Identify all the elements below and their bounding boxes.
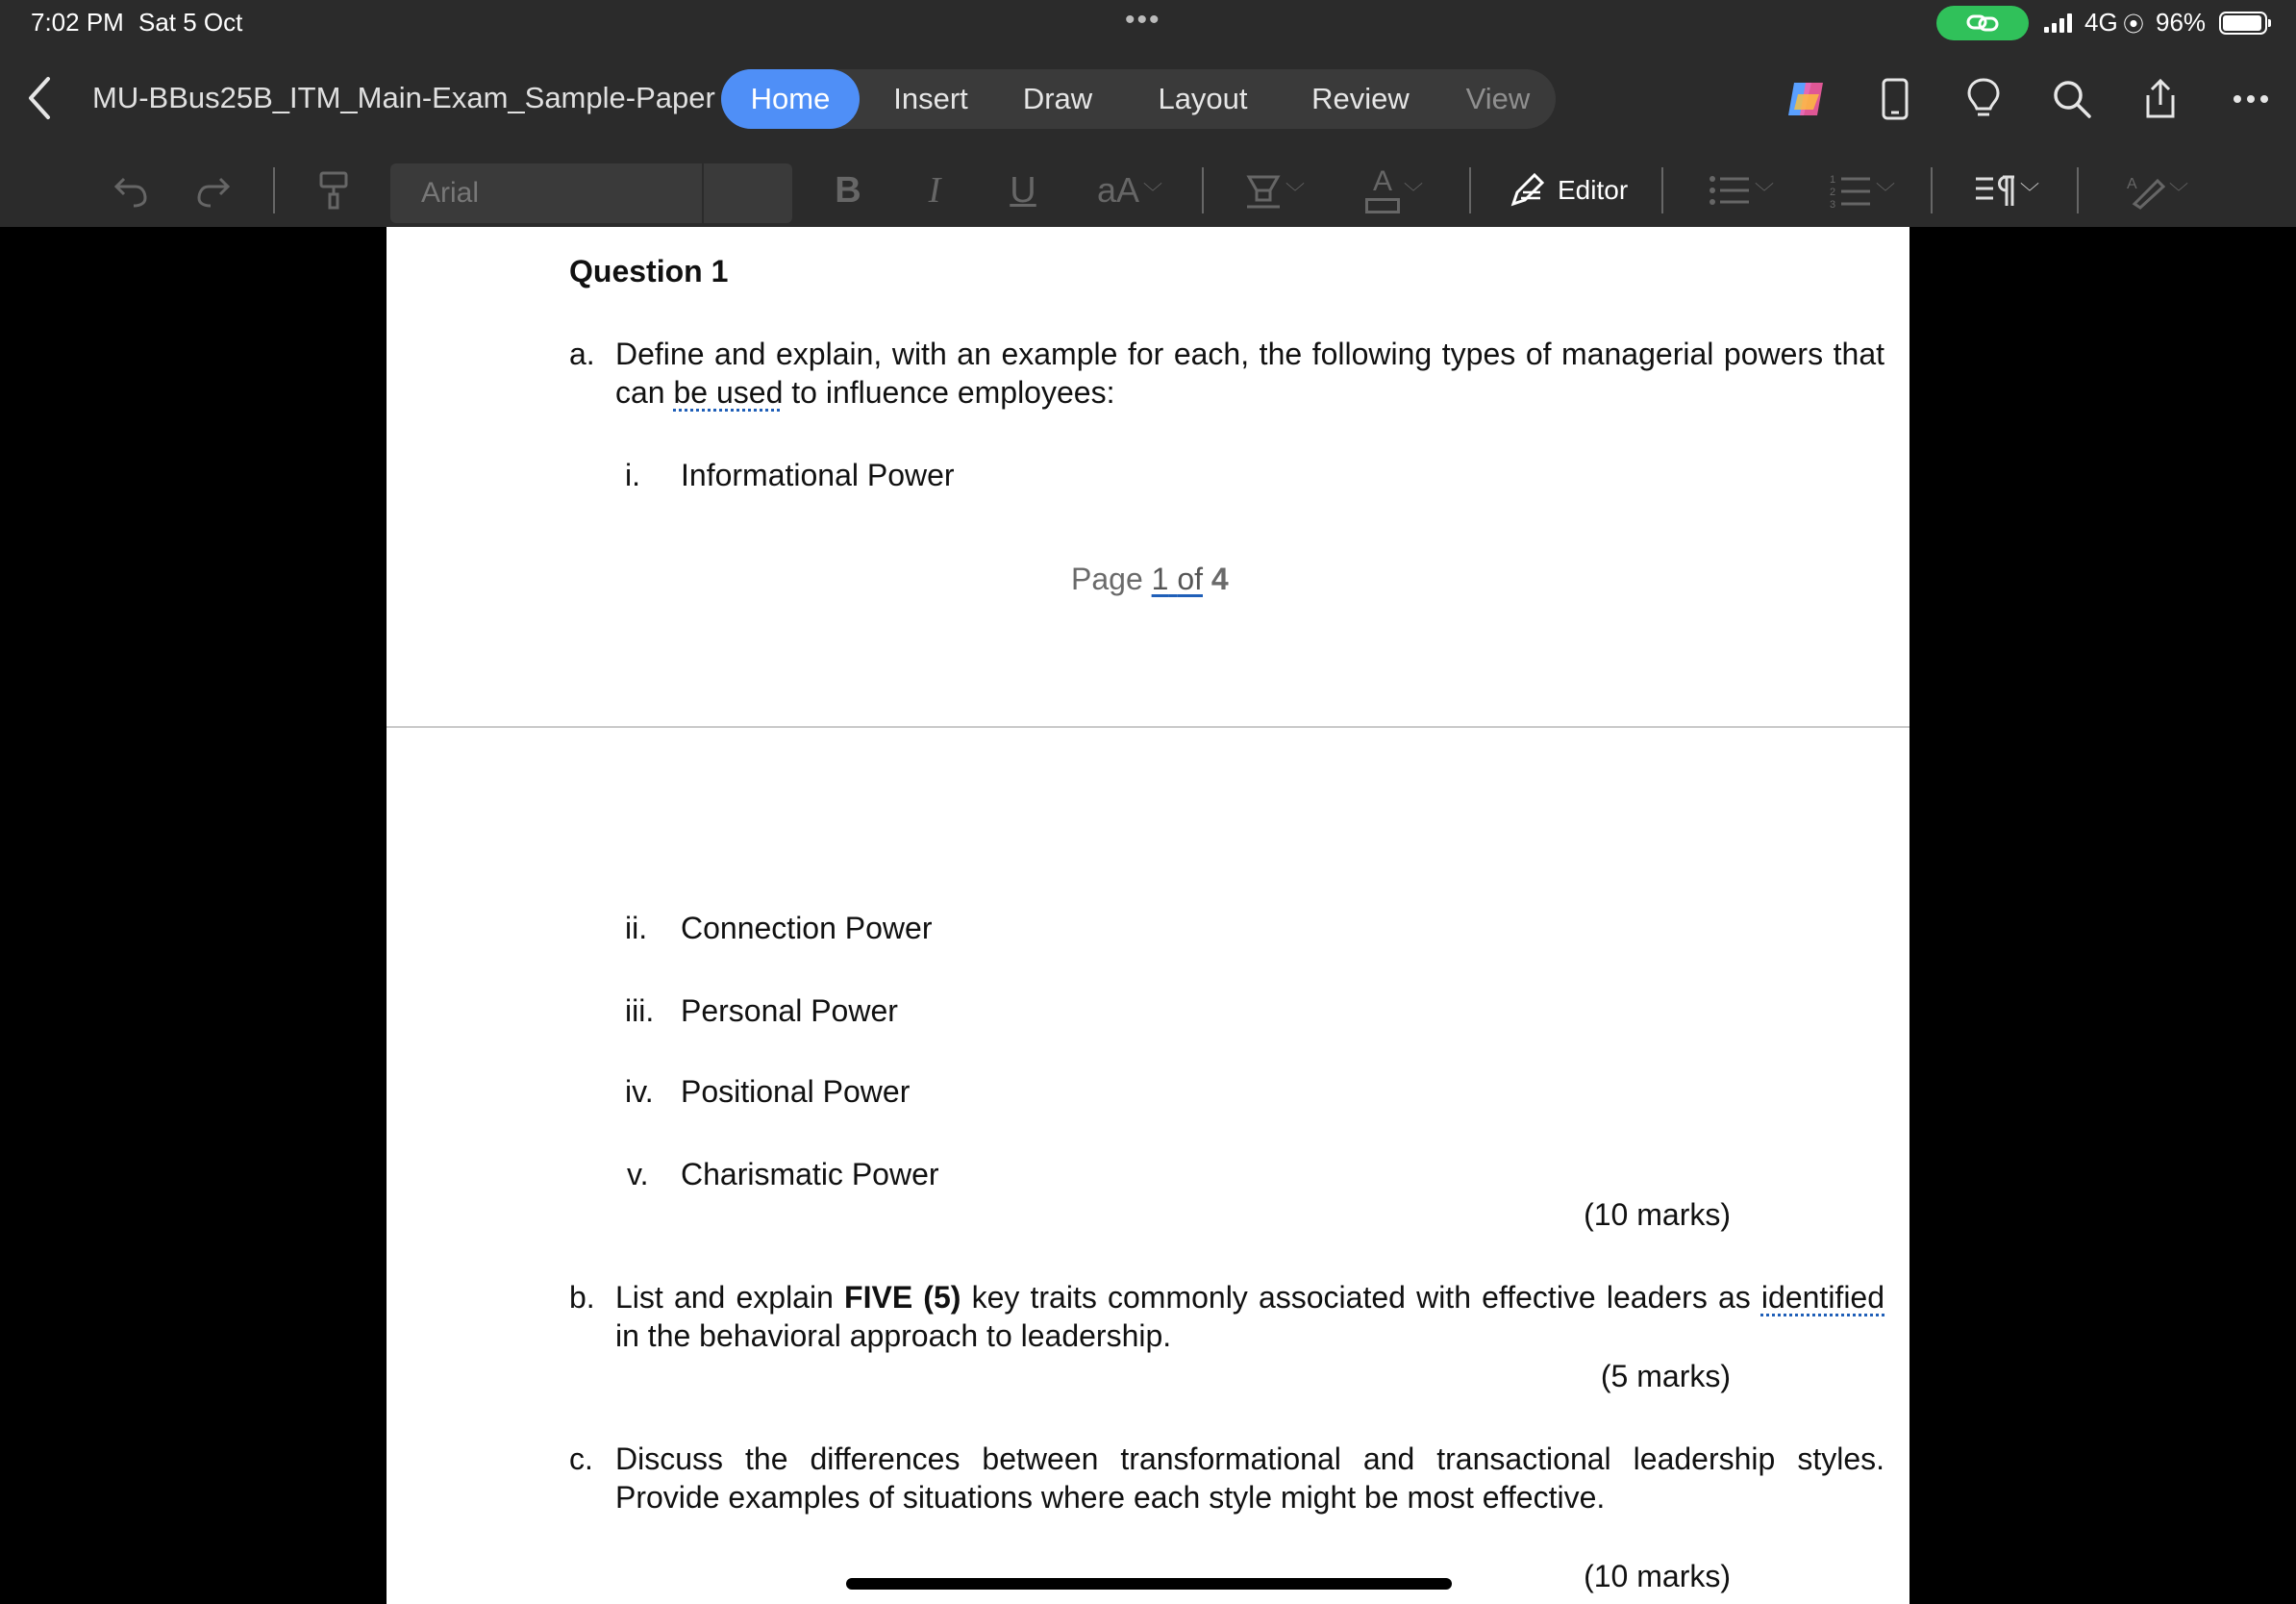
chevron-down-icon: ﹀ bbox=[2169, 182, 2188, 204]
document-page-1[interactable]: Question 1 a. Define and explain, with an example for each, the following types of managerial powers that can be used to influence employees: i. Informational Power Page 1 of 4 bbox=[387, 227, 1909, 726]
status-bar bbox=[0, 0, 2296, 48]
tab-draw[interactable]: Draw bbox=[1022, 82, 1093, 115]
font-size-adjust-button[interactable]: aA ﹀ bbox=[1096, 170, 1163, 210]
part-a-marks: (10 marks) bbox=[1584, 1197, 1731, 1232]
paragraph-icon bbox=[1974, 173, 2016, 208]
lightbulb-icon[interactable] bbox=[1958, 73, 2009, 125]
svg-text:3: 3 bbox=[1830, 199, 1836, 209]
font-name-field[interactable]: Arial bbox=[390, 163, 702, 223]
share-icon[interactable] bbox=[2134, 73, 2186, 125]
page-number-field[interactable]: 1 of bbox=[1151, 562, 1203, 596]
status-date: Sat 5 Oct bbox=[138, 8, 243, 37]
part-a-text: Define and explain, with an example for each, the following types of managerial powers that can be used to influence employees: bbox=[615, 337, 1884, 410]
part-b-text: List and explain FIVE (5) key traits commonly associated with effective leaders as identified in the behavioral approach to leadership. bbox=[615, 1280, 1885, 1353]
paragraph-button[interactable] bbox=[1965, 154, 2048, 227]
chevron-down-icon: ﹀ bbox=[1404, 182, 1423, 204]
chevron-down-icon: ﹀ bbox=[1285, 182, 1305, 204]
part-b-marks: (5 marks) bbox=[1600, 1359, 1731, 1393]
location-icon: ⦿ bbox=[2123, 13, 2145, 37]
title-bar bbox=[0, 48, 2296, 154]
editor-pen-icon bbox=[1508, 171, 1546, 210]
bold-button[interactable]: B bbox=[835, 169, 861, 211]
document-page-2[interactable]: ii. Connection Power iii. Personal Power iv. Positional Power v. Charismatic Power (10 marks) b. List and explain FIVE (5) key traits commonly associated with effective leaders as identified in the behavioral approach to leadership. (5 marks) c. Discuss the differences between transformational and transactional leadership styles. Provide examples of situations where each style might be most effective. (10 marks) bbox=[387, 728, 1909, 1604]
part-b-label: b. bbox=[569, 1280, 595, 1315]
ribbon-tabs bbox=[721, 69, 1556, 129]
tab-home[interactable]: Home bbox=[721, 69, 860, 129]
chevron-down-icon: ﹀ bbox=[1143, 182, 1163, 204]
question-part-b bbox=[569, 1278, 1915, 1355]
svg-text:1: 1 bbox=[1830, 174, 1836, 186]
chevron-down-icon: ﹀ bbox=[2020, 182, 2039, 204]
format-painter-icon[interactable] bbox=[310, 154, 358, 227]
part-c-text: Discuss the differences between transformational and transactional leadership styles. Provide examples of situations where each style might be most effective. bbox=[615, 1441, 1884, 1515]
page-footer: Page 1 of 4 bbox=[1071, 562, 1229, 596]
back-button[interactable] bbox=[19, 69, 62, 127]
signal-icon bbox=[2044, 13, 2072, 33]
grammar-flag[interactable]: be used bbox=[673, 375, 784, 410]
chevron-down-icon: ﹀ bbox=[1876, 182, 1895, 204]
svg-text:2: 2 bbox=[1830, 187, 1836, 198]
styles-button[interactable] bbox=[2113, 154, 2200, 227]
part-c-label: c. bbox=[569, 1441, 593, 1476]
chevron-left-icon bbox=[19, 69, 62, 127]
link-indicator-icon[interactable] bbox=[1936, 6, 2029, 40]
font-size-field[interactable] bbox=[702, 163, 792, 223]
tab-view[interactable]: View bbox=[1465, 82, 1531, 115]
italic-button[interactable]: I bbox=[928, 170, 941, 211]
tab-layout[interactable]: Layout bbox=[1158, 82, 1248, 115]
part-c-marks: (10 marks) bbox=[1584, 1559, 1731, 1593]
battery-icon bbox=[2219, 12, 2267, 35]
bullets-button[interactable] bbox=[1698, 154, 1784, 227]
home-indicator[interactable] bbox=[846, 1578, 1452, 1590]
battery-percent: 96% bbox=[2156, 8, 2207, 37]
copilot-icon[interactable] bbox=[1781, 73, 1833, 125]
bullet-list-icon bbox=[1709, 174, 1751, 207]
numbered-list-icon bbox=[1830, 172, 1872, 209]
more-icon[interactable] bbox=[2225, 73, 2277, 125]
highlighter-icon bbox=[1245, 171, 1282, 210]
network-type: 4G bbox=[2084, 8, 2118, 37]
home-ribbon bbox=[0, 154, 2296, 227]
search-icon[interactable] bbox=[2046, 73, 2098, 125]
part-a-label: a. bbox=[569, 337, 595, 371]
document-title[interactable]: MU-BBus25B_ITM_Main-Exam_Sample-Paper bbox=[92, 81, 715, 114]
underline-button[interactable]: U bbox=[1010, 169, 1036, 211]
redo-icon[interactable] bbox=[190, 154, 238, 227]
question-part-c bbox=[569, 1440, 1915, 1516]
multitasking-dots-icon[interactable]: ••• bbox=[1125, 4, 1161, 36]
tab-insert[interactable]: Insert bbox=[893, 82, 968, 115]
highlight-button[interactable] bbox=[1236, 154, 1313, 227]
font-color-button[interactable]: A ﹀ bbox=[1356, 154, 1433, 227]
numbering-button[interactable] bbox=[1819, 154, 1906, 227]
editor-button[interactable]: Editor bbox=[1508, 154, 1628, 227]
chevron-down-icon: ﹀ bbox=[1755, 182, 1774, 204]
tab-review[interactable]: Review bbox=[1311, 82, 1410, 115]
svg-text:A: A bbox=[2127, 176, 2137, 192]
status-time: 7:02 PM bbox=[31, 8, 124, 37]
question-part-a bbox=[569, 335, 1915, 412]
styles-icon bbox=[2125, 171, 2165, 210]
mobile-view-icon[interactable] bbox=[1869, 73, 1921, 125]
undo-icon[interactable] bbox=[106, 154, 154, 227]
grammar-flag[interactable]: identified bbox=[1760, 1280, 1885, 1315]
question-heading: Question 1 bbox=[569, 254, 729, 288]
